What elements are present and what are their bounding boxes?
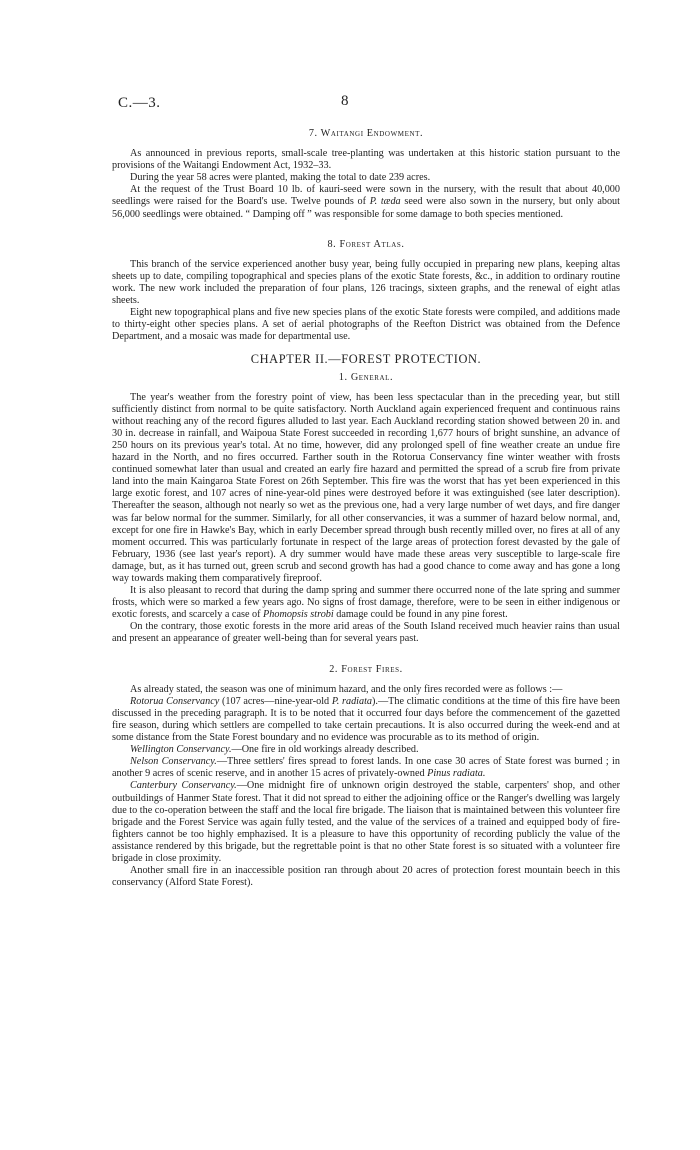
page-body — [112, 124, 620, 889]
paragraph — [112, 585, 620, 621]
paragraph — [112, 780, 620, 865]
text-run: —Three settlers' fires spread to forest lands. In one case 30 acres of State forest was burned ; in another 9 acres of scenic reserve, and in another 15 acres of privately-owned — [112, 756, 620, 780]
paragraph — [112, 184, 620, 220]
text-run: ).—The climatic conditions at the time of this fire have been discussed in the preceding paragraph. It is to be noted that it occurred four days before the commencement of the gazetted fire season, during which settlers are compelled to take certain precautions. It is also occurred during the week-end and at some distance from the State Forest boundary and no evidence was procurable as to its method of origin. — [112, 695, 620, 744]
section-heading-forest-fires: 2. Forest Fires. — [329, 663, 403, 675]
conservancy-label: Wellington Conservancy. — [130, 744, 232, 756]
text-run: It is also pleasant to record that during the damp spring and summer there occurred none of the late spring and summer frosts, which were so marked a few years ago. No signs of frost damage, therefore, were to be seen in either indigenous or exotic forests, and scarcely a case of — [112, 585, 620, 621]
species-name: Phomopsis strobi — [263, 609, 334, 621]
paragraph: As already stated, the season was one of minimum hazard, and the only fires recorded were as follows :— — [130, 683, 563, 695]
species-name: P. radiata — [331, 695, 373, 707]
paragraph: Another small fire in an inaccessible position ran through about 20 acres of protection forest mountain beech in this conservancy (Alford State Forest). — [112, 865, 620, 889]
section-heading-forest-atlas: 8. Forest Atlas. — [327, 238, 405, 250]
conservancy-label: Rotorua Conservancy — [130, 695, 220, 707]
paragraph: On the contrary, those exotic forests in the more arid areas of the South Island received much heavier rains than usual and present an appearance of greater well-being than for several years past. — [112, 621, 620, 645]
conservancy-label: Nelson Conservancy. — [130, 756, 217, 768]
section-code: C.—3. — [118, 95, 161, 111]
species-name: Pinus radiata. — [427, 768, 486, 780]
text-run: —One midnight fire of unknown origin destroyed the stable, carpenters' shop, and other outbuildings of Hanmer State forest. That it did not spread to either the adjoining office or the Ranger's dwelling was largely due to the co-operation between the staff and the local fire brigade. The liaison that is maintained between this volunteer fire brigade and the Forest Service was again fully tested, and the value of the services of a trained and equipped body of fire-fighters cannot be too highly emphazised. It is a pleasure to have this opportunity of recording publicly the value of the assistance rendered by this brigade, but the regrettable point is that no other State forest is so situated with a volunteer fire brigade in close proximity. — [112, 780, 620, 864]
paragraph: During the year 58 acres were planted, making the total to date 239 acres. — [130, 172, 431, 184]
species-name: P. tæda — [369, 196, 401, 208]
text-run: damage could be found in any pine forest. — [333, 609, 508, 621]
text-run: seed were also sown in the nursery, but only about 56,000 seedlings were obtained. “ Damping off ” was responsible for some damage to both species mentioned. — [112, 196, 620, 220]
conservancy-label: Canterbury Conservancy. — [130, 780, 237, 792]
section-heading-waitangi: 7. Waitangi Endowment. — [308, 128, 424, 139]
text-run: —One fire in old workings already described. — [231, 744, 419, 756]
text-run: At the request of the Trust Board 10 lb. of kauri-seed were sown in the nursery, with the result that about 40,000 seedlings were raised for the Board's use. Twelve pounds of — [112, 184, 620, 208]
paragraph: This branch of the service experienced another busy year, being fully occupied in preparing new plans, keeping altas sheets up to date, compiling topographical and species plans of the exotic State forests, &c., in addition to ordinary routine work. The new work included the preparation of four plans, 126 tracings, sixteen graphs, and the renewal of eight atlas sheets. — [112, 258, 620, 307]
paragraph: The year's weather from the forestry point of view, has been less spectacular than in the preceding year, but still sufficiently distinct from normal to be quite satisfactory. North Auckland again experienced frequent and continuous rains without reaching any of the record figures alluded to last year. Each Auckland recording station showed between 20 in. and 30 in. decrease in rainfall, and Waipoua State Forest succeeded in recording 1,677 hours of bright sunshine, an advance of 250 hours on its previous year's total. At no time, however, did any prolonged spell of fine weather create an undue fire hazard in the North, and no fires occurred. Farther south in the Rotorua Conservancy fine winter weather with frosts continued somewhat later than usual and created an early fire hazard and permitted the spread of a scrub fire from private land into the main Kaingaroa State Forest on 26th September. This fire was the worst that has yet been experienced in this large exotic forest, and 107 acres of nine-year-old pines were destroyed before it was extinguished (see later description). Thereafter the season, although not nearly so wet as the previous one, had a very large number of wet days, and fire danger was far below normal for the summer. Similarly, for all other conservancies, it was a summer of hazard below normal, and, except for one fire in Hawke's Bay, which in early December spread through bush recently milled over, no fires at all of any moment occurred. This was particularly fortunate in respect of the large areas of protection forest devasted by the gale of February, 1936 (see last year's report). A dry summer would have made these areas very susceptible to large-scale fire damage, but, as it has turned out, green scrub and second growth has had a good chance to come away and has gone a long way towards making them comparatively fireproof. — [112, 391, 620, 584]
paragraph — [112, 744, 620, 756]
page-number: 8 — [341, 93, 349, 109]
paragraph: As announced in previous reports, small-scale tree-planting was undertaken at this historic station pursuant to the provisions of the Waitangi Endowment Act, 1932–33. — [112, 148, 620, 172]
paragraph: Eight new topographical plans and five new species plans of the exotic State forests were compiled, and additions made to thirty-eight other species plans. A set of aerial photographs of the Reefton District was obtained from the Defence Department, and a mosaic was made for departmental use. — [112, 307, 620, 343]
chapter-title: CHAPTER II.—FOREST PROTECTION. — [250, 352, 482, 367]
text-run: (107 acres—nine-year-old — [219, 695, 332, 707]
paragraph — [112, 756, 620, 780]
section-heading-general: 1. General. — [338, 371, 394, 383]
paragraph — [112, 696, 620, 744]
